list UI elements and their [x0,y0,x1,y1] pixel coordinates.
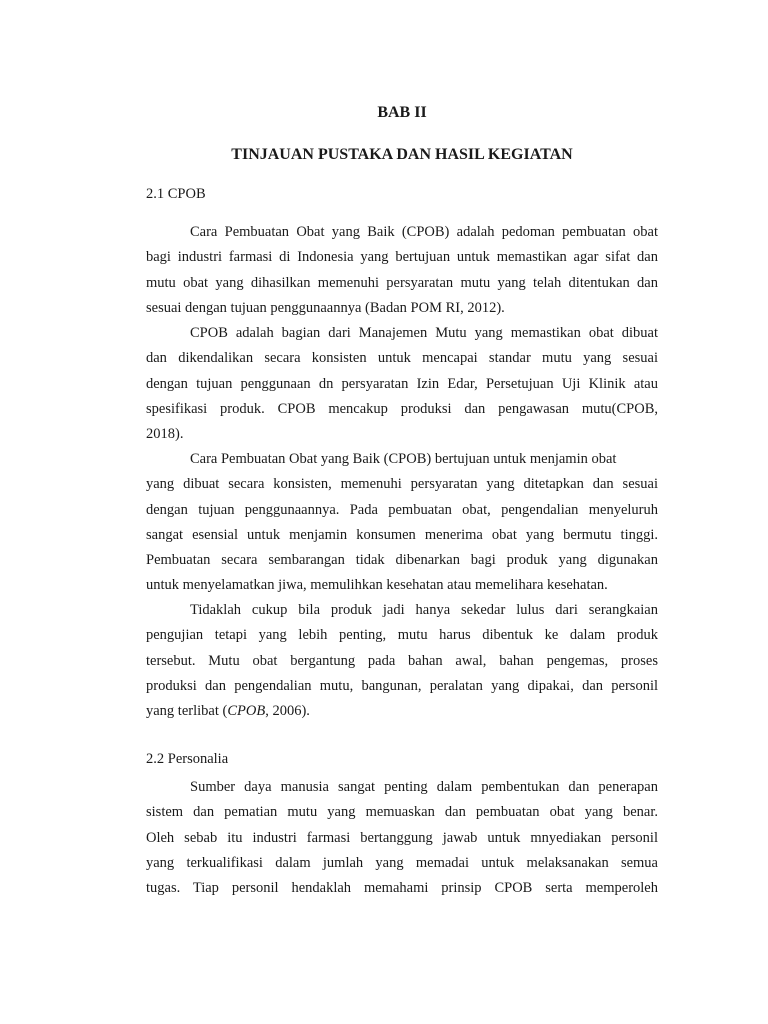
text-line: 2018). [146,426,184,443]
text-line: CPOB adalah bagian dari Manajemen Mutu yang memastikan obat dibuat [190,325,658,341]
text-line: spesifikasi produk. CPOB mencakup produksi dan pengawasan mutu(CPOB, [146,400,658,417]
text-line: sangat esensial untuk menjamin konsumen menerima obat yang bermutu tinggi. [146,526,658,543]
text-line: tersebut. Mutu obat bergantung pada bahan awal, bahan pengemas, proses [146,652,658,669]
text-line: Tidaklah cukup bila produk jadi hanya sekedar lulus dari serangkaian [190,602,658,618]
paragraph-cpob-testing [146,598,658,724]
paragraph-cpob-definition [146,220,658,321]
section-heading-personalia: 2.2 Personalia [146,751,229,767]
text-line: sistem dan pematian mutu yang memuaskan dan pembuatan obat yang benar. [146,804,658,821]
text-line: tugas. Tiap personil hendaklah memahami prinsip CPOB serta memperoleh [146,880,658,897]
text-line: mutu obat yang dihasilkan memenuhi persyaratan mutu yang telah ditentukan dan [146,274,658,291]
paragraph-cpob-quality-management [146,321,658,447]
text-line: dengan tujuan penggunaan dn persyaratan Izin Edar, Persetujuan Uji Klinik atau [146,375,658,392]
citation-suffix: , 2006). [265,703,310,720]
text-line: bagi industri farmasi di Indonesia yang bertujuan untuk memastikan agar sifat dan [146,249,658,266]
paragraph-cpob-purpose [146,447,658,599]
text-line: dan dikendalikan secara konsisten untuk mencapai standar mutu yang sesuai [146,350,658,367]
text-line: yang terkualifikasi dalam jumlah yang memadai untuk melaksanakan semua [146,854,658,871]
text-line-citation [146,699,658,724]
text-line: untuk menyelamatkan jiwa, memulihkan kesehatan atau memelihara kesehatan. [146,577,608,594]
chapter-title: TINJAUAN PUSTAKA DAN HASIL KEGIATAN [231,146,573,163]
citation-prefix: yang terlibat ( [146,703,228,720]
chapter-number: BAB II [377,104,427,121]
text-line: pengujian tetapi yang lebih penting, mutu harus dibentuk ke dalam produk [146,627,658,644]
citation-source: CPOB [227,703,266,720]
paragraph-personalia [146,775,658,901]
text-line: Sumber daya manusia sangat penting dalam pembentukan dan penerapan [190,779,658,795]
text-line: produksi dan pengendalian mutu, bangunan, peralatan yang dipakai, dan personil [146,677,658,694]
section-heading-cpob: 2.1 CPOB [146,186,206,202]
text-line: yang dibuat secara konsisten, memenuhi persyaratan yang ditetapkan dan sesuai [146,476,658,493]
text-line: dengan tujuan penggunaannya. Pada pembuatan obat, pengendalian menyeluruh [146,501,658,518]
text-line: Cara Pembuatan Obat yang Baik (CPOB) bertujuan untuk menjamin obat [190,451,617,467]
text-line: Pembuatan secara sembarangan tidak dibenarkan bagi produk yang digunakan [146,552,658,569]
text-line: Cara Pembuatan Obat yang Baik (CPOB) adalah pedoman pembuatan obat [190,224,658,240]
text-line: sesuai dengan tujuan penggunaannya (Badan POM RI, 2012). [146,299,505,316]
text-line: Oleh sebab itu industri farmasi bertanggung jawab untuk mnyediakan personil [146,829,658,846]
